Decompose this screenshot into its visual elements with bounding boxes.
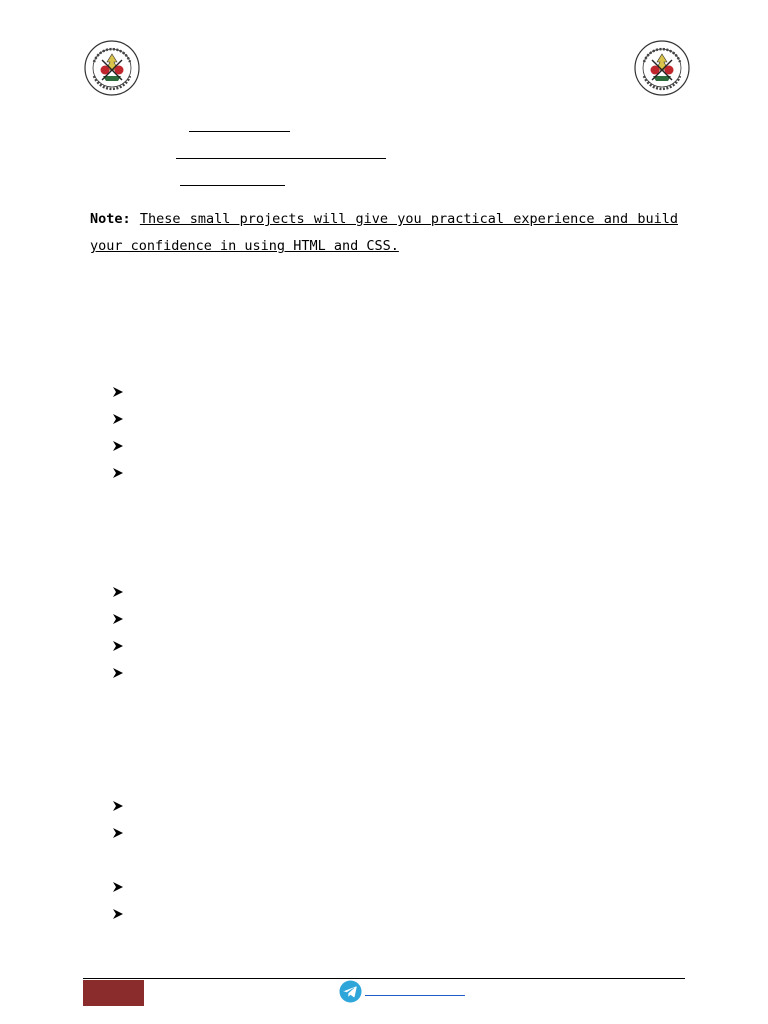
arrowhead-bullet-icon <box>112 908 124 920</box>
note-label: Note: <box>90 211 131 227</box>
arrowhead-bullet-icon <box>112 881 124 893</box>
arrowhead-bullet-icon <box>112 640 124 652</box>
arrowhead-bullet-icon <box>112 467 124 479</box>
university-seal-icon <box>84 40 140 96</box>
footer-divider <box>83 978 685 979</box>
footer-page-block <box>83 980 144 1006</box>
blank-field-line <box>180 185 285 186</box>
blank-field-line <box>189 131 290 132</box>
telegram-icon[interactable] <box>339 980 362 1003</box>
note-paragraph <box>90 206 678 260</box>
arrowhead-bullet-icon <box>112 386 124 398</box>
blank-field-line <box>176 158 386 159</box>
university-seal-icon <box>634 40 690 96</box>
telegram-link[interactable] <box>365 995 465 996</box>
arrowhead-bullet-icon <box>112 586 124 598</box>
arrowhead-bullet-icon <box>112 800 124 812</box>
arrowhead-bullet-icon <box>112 667 124 679</box>
arrowhead-bullet-icon <box>112 413 124 425</box>
arrowhead-bullet-icon <box>112 613 124 625</box>
note-text: These small projects will give you practical experience and build your confidence in using HTML and CSS. <box>90 211 678 254</box>
arrowhead-bullet-icon <box>112 440 124 452</box>
arrowhead-bullet-icon <box>112 827 124 839</box>
